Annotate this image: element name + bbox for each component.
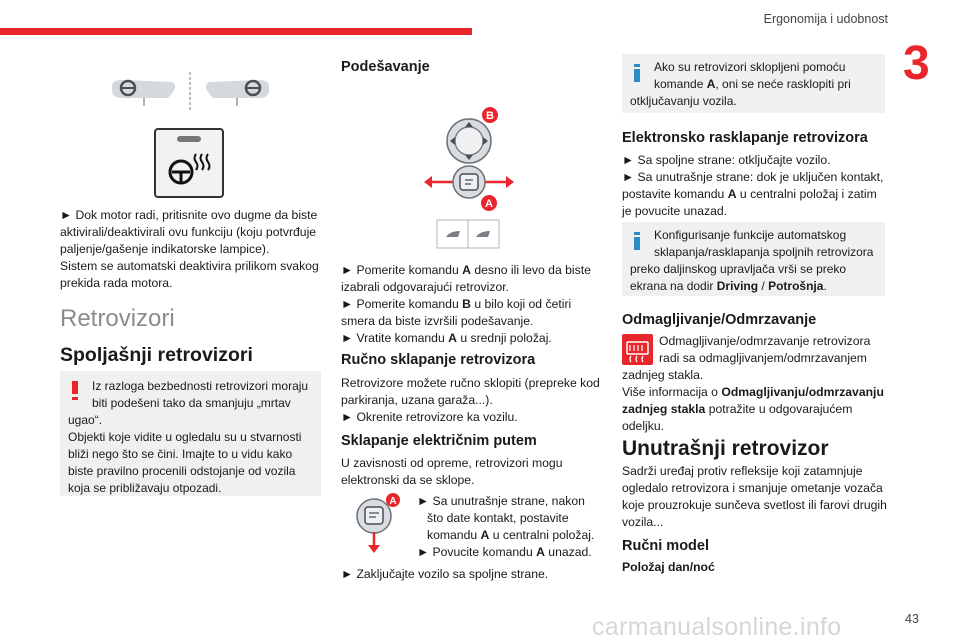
- manual-model-heading: Ručni model: [622, 538, 710, 554]
- watermark: carmanualsonline.info: [592, 613, 842, 640]
- label-a: A: [389, 496, 397, 507]
- text-line: zadnjeg stakla potražite u odgovarajućem: [622, 402, 853, 416]
- text-line: Ako su retrovizori sklopljeni pomoću: [654, 60, 846, 74]
- defog-text: [622, 333, 892, 435]
- text-line: radi sa odmagljivanjem/odmrzavanjem: [659, 351, 867, 365]
- text-line: elektronski da se sklope.: [341, 473, 475, 487]
- section-heading: Spoljašnji retrovizori: [60, 344, 253, 366]
- text-line: ► Pomerite komandu B u bilo koji od četiri: [341, 297, 572, 311]
- text-line: ugao“.: [68, 413, 103, 427]
- heated-wheel-button-icon: [154, 128, 224, 198]
- text-line: ► Sa unutrašnje strane: dok je uključen kontakt,: [622, 170, 884, 184]
- header-accent-bar: [0, 28, 472, 35]
- text-line: ► Sa unutrašnje strane, nakon: [417, 494, 585, 508]
- fold-control-icon: [352, 492, 400, 554]
- adjust-instructions: [341, 262, 611, 347]
- text-line: Iz razloga bezbednosti retrovizori moraju: [92, 379, 309, 393]
- text-line: parkiranja, uzana garaža...).: [341, 393, 493, 407]
- fold-instructions: [417, 493, 607, 561]
- text-line: Objekti koje vidite u ogledalu su u stvarnosti: [68, 430, 302, 444]
- heated-wheel-illustration: [108, 72, 273, 110]
- defog-heading: Odmagljivanje/Odmrzavanje: [622, 312, 817, 328]
- manual-fold-text: [341, 375, 611, 426]
- text-line: biste pravilno procenili odstojanje od vozila: [68, 464, 296, 478]
- mirror-control-diagram: [420, 104, 522, 252]
- electric-fold-heading: Sklapanje električnim putem: [341, 433, 537, 449]
- manual-fold-heading: Ručno sklapanje retrovizora: [341, 352, 536, 368]
- label-b: B: [486, 110, 494, 122]
- text-line: komande A, oni se neće rasklopiti pri: [654, 77, 851, 91]
- text-line: koje prouzrokuje sunčeva svetlost ili farovi drugih: [622, 498, 887, 512]
- text-line: Sistem se automatski deaktivira prilikom svakog: [60, 259, 319, 273]
- text-line: Sadrži uređaj protiv refleksije koji zatamnjuje: [622, 464, 863, 478]
- text-line: smera da biste izvršili podešavanje.: [341, 314, 534, 328]
- text-line: izabrali odgovarajući retrovizor.: [341, 280, 509, 294]
- text-line: otključavanju vozila.: [630, 94, 737, 108]
- text-line: Više informacija o Odmagljivanju/odmrzavanju: [622, 385, 884, 399]
- text-line: biti podešeni tako da smanjuju „mrtav: [92, 396, 291, 410]
- page-number: 43: [905, 612, 919, 626]
- defrost-instructions: [60, 207, 330, 292]
- text-line: što date kontakt, postavite: [427, 511, 569, 525]
- text-line: zadnjeg stakla.: [622, 368, 704, 382]
- text-line: vozila...: [622, 515, 664, 529]
- text-line: ► Dok motor radi, pritisnite ovo dugme da biste: [60, 208, 318, 222]
- chapter-number: 3: [903, 37, 930, 90]
- unfold-heading: Elektronsko rasklapanje retrovizora: [622, 130, 868, 146]
- text-line: ► Okrenite retrovizore ka vozilu.: [341, 410, 518, 424]
- warning-note: [60, 371, 321, 496]
- text-line: U zavisnosti od opreme, retrovizori mogu: [341, 456, 563, 470]
- chapter-heading: Retrovizori: [60, 305, 175, 332]
- text-line: preko daljinskog upravljača vrši se preko: [630, 262, 847, 276]
- text-line: aktivirali/deaktivirali ovu funkciju (koju potvrđuje: [60, 225, 317, 239]
- warning-icon: [72, 381, 78, 401]
- adjust-heading: Podešavanje: [341, 59, 430, 75]
- info-icon: [634, 64, 640, 84]
- header-title: Ergonomija i udobnost: [763, 12, 888, 26]
- text-line: paljenje/gašenje indikatorske lampice).: [60, 242, 270, 256]
- text-line: Konfigurisanje funkcije automatskog: [654, 228, 847, 242]
- inner-mirror-heading: Unutrašnji retrovizor: [622, 437, 829, 460]
- label-a: A: [485, 198, 493, 210]
- info-note-1: [622, 54, 885, 113]
- unfold-text: [622, 152, 892, 220]
- text-line: sklapanja/rasklapanja spoljnih retrovizora: [654, 245, 874, 259]
- text-line: je povucite unazad.: [622, 204, 728, 218]
- text-line: Retrovizore možete ručno sklopiti (prepreke kod: [341, 376, 600, 390]
- day-night-heading: Položaj dan/noć: [622, 560, 715, 574]
- text-line: koja se približavaju otpozadi.: [68, 481, 222, 495]
- lock-instruction: ► Zaključajte vozilo sa spoljne strane.: [341, 567, 549, 581]
- text-line: Odmagljivanje/odmrzavanje retrovizora: [659, 334, 871, 348]
- text-line: postavite komandu A u centralni položaj i zatim: [622, 187, 877, 201]
- text-line: ► Pomerite komandu A desno ili levo da biste: [341, 263, 591, 277]
- inner-mirror-text: [622, 463, 897, 531]
- electric-fold-text: [341, 455, 611, 489]
- text-line: ► Povucite komandu A unazad.: [417, 545, 592, 559]
- text-line: ogledalo retrovizora i smanjuje ometanje vozača: [622, 481, 883, 495]
- text-line: ekrana na dodir Driving / Potrošnja.: [630, 279, 827, 293]
- text-line: prekida rada motora.: [60, 276, 173, 290]
- text-line: ► Sa spoljne strane: otključajte vozilo.: [622, 153, 831, 167]
- text-line: bliži nego što se čini. Imajte to u vidu kako: [68, 447, 293, 461]
- text-line: ► Vratite komandu A u srednji položaj.: [341, 331, 552, 345]
- text-line: komandu A u centralni položaj.: [427, 528, 595, 542]
- info-note-2: [622, 222, 885, 296]
- info-icon: [634, 232, 640, 252]
- text-line: odeljku.: [622, 419, 665, 433]
